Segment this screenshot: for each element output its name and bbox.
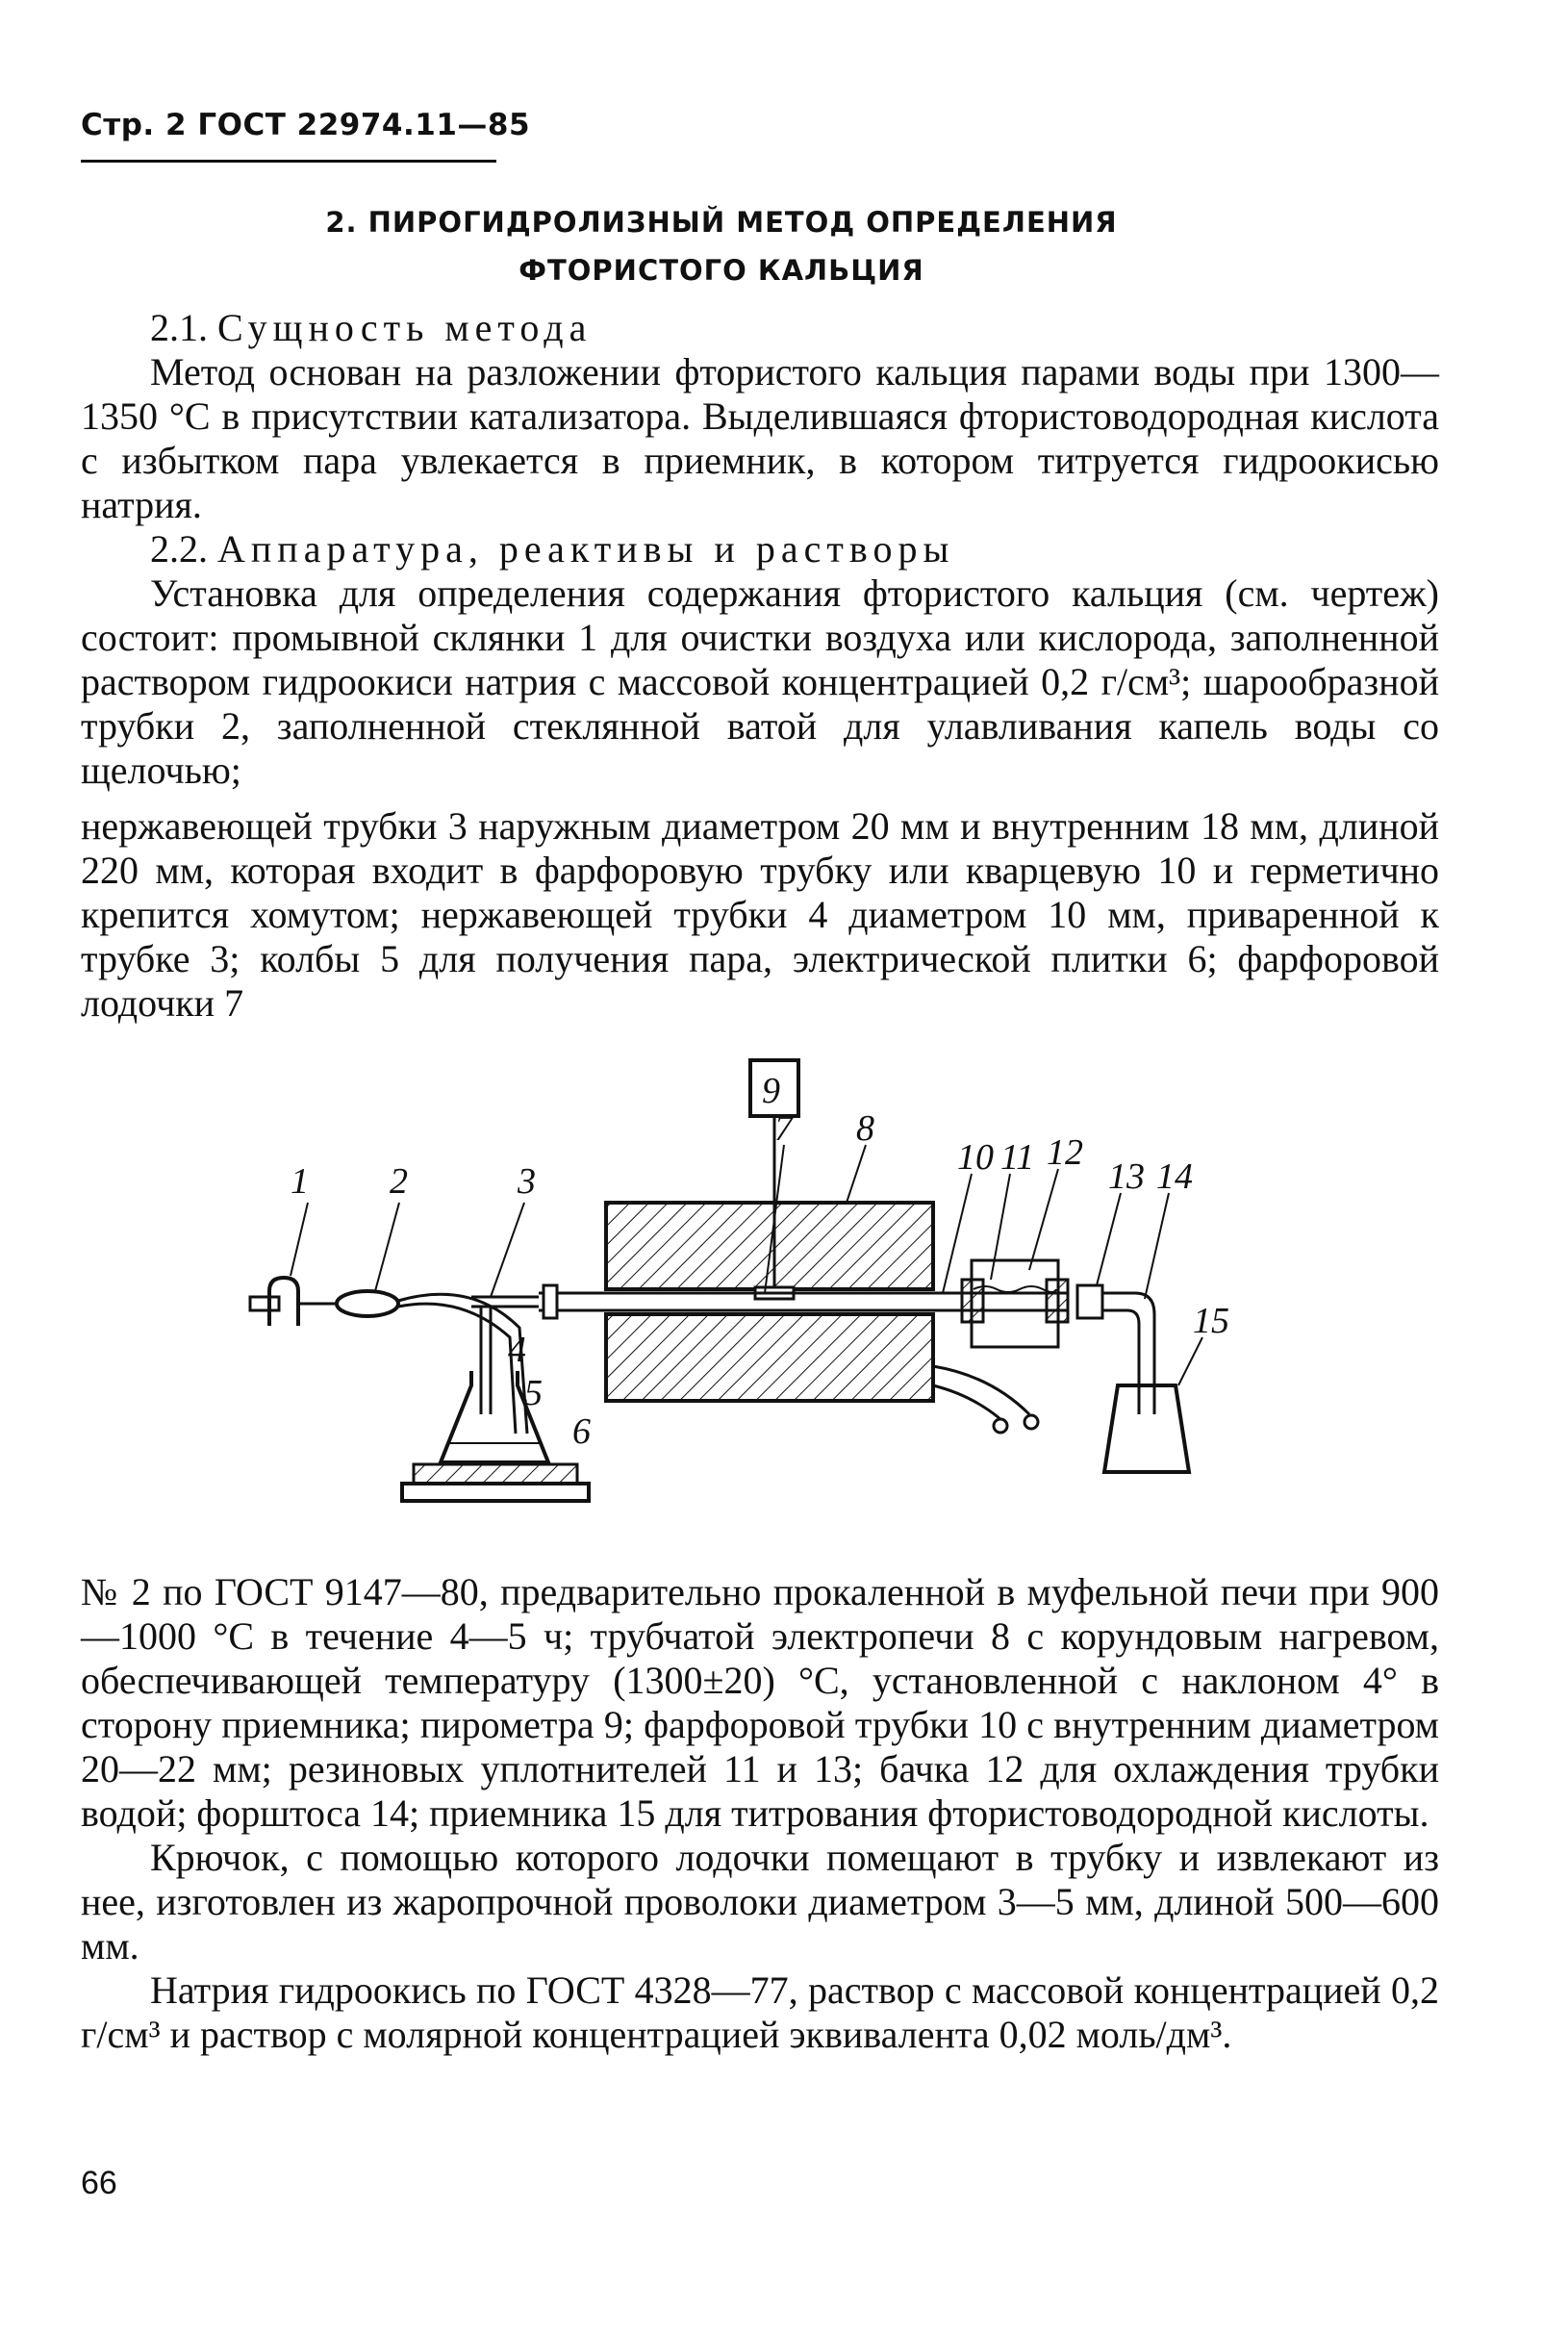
clamp: [544, 1285, 557, 1318]
label-3: 3: [518, 1161, 536, 1202]
paragraph-2-2-hook: Крючок, с помощью которого лодочки помещают в трубку и извлекают из нее, изготовлен из жаропрочной проволоки диаметром 3—5 мм, длиной 500—600 мм.: [81, 1836, 1439, 1968]
heading-2-2-number: 2.2.: [150, 527, 208, 571]
furnace-lower: [606, 1314, 933, 1401]
elbow-inner: [1102, 1310, 1139, 1414]
paragraph-2-2-tubes: нержавеющей трубки 3 наружным диаметром 20 мм и внутренним 18 мм, длиной 220 мм, которая входит в фарфоровую трубку или кварцевую 10 и герметично крепится хомутом; нержавеющей трубки 4 диаметром 10 мм, приваренной к трубке 3; колбы 5 для получения пара, электрической плитки 6; фарфоровой лодочки 7: [81, 804, 1439, 1025]
label-2: 2: [390, 1161, 408, 1202]
label-11: 11: [1000, 1137, 1035, 1178]
label-14: 14: [1156, 1156, 1193, 1197]
furnace-upper: [606, 1203, 933, 1289]
paragraph-2-2-boat: № 2 по ГОСТ 9147—80, предварительно прокаленной в муфельной печи при 900—1000 °С в течение 4—5 ч; трубчатой электропечи 8 с корундовым нагревом, обеспечивающей температуру (1300±20) °С, установленной с наклоном 4° в сторону приемника; пирометра 9; фарфоровой трубки 10 с внутренним диаметром 20—22 мм; резиновых уплотнителей 11 и 13; бачка 12 для охлаждения трубки водой; форштоса 14; приемника 15 для титрования фтористоводородной кислоты.: [81, 1570, 1439, 1835]
section-title: [240, 198, 1202, 294]
heading-2-1-number: 2.1.: [150, 306, 208, 349]
paragraph-2-2-naoh: Натрия гидроокись по ГОСТ 4328—77, раствор с массовой концентрацией 0,2 г/см³ и раствор с молярной концентрацией эквивалента 0,02 моль/дм³.: [81, 1968, 1439, 2056]
running-head: Стр. 2 ГОСТ 22974.11—85: [81, 108, 531, 142]
section-2-2-cont: [81, 804, 1439, 1026]
label-10: 10: [957, 1137, 994, 1178]
seal-11: [962, 1280, 983, 1322]
seal-11b: [1047, 1280, 1068, 1322]
section-2-1: [81, 306, 1439, 793]
label-7: 7: [774, 1108, 793, 1149]
label-12: 12: [1047, 1132, 1083, 1173]
section-2-2-after-figure: [81, 1570, 1439, 2057]
wash-bottle: [269, 1278, 298, 1326]
paragraph-2-1: Метод основан на разложении фтористого кальция парами воды при 1300—1350 °С в присутствии катализатора. Выделившаяся фтористоводородная кислота с избытком пара увлекается в приемник, в котором титруется гидроокисью натрия.: [81, 350, 1439, 526]
page-number: 66: [81, 2165, 117, 2201]
label-8: 8: [856, 1108, 874, 1149]
label-5: 5: [524, 1373, 543, 1413]
label-1: 1: [291, 1161, 309, 1202]
bulb-tube: [337, 1291, 398, 1316]
hotplate-6: [414, 1464, 577, 1484]
heading-2-2-text: Аппаратура, реактивы и растворы: [217, 527, 955, 571]
label-9: 9: [762, 1071, 780, 1111]
heading-2-1-text: Сущность метода: [217, 306, 593, 349]
wire-b: [933, 1385, 1000, 1419]
label-15: 15: [1193, 1301, 1229, 1341]
heading-2-1: [81, 306, 1439, 350]
apparatus-figure: [231, 1049, 1308, 1530]
apparatus-drawing: [231, 1049, 1308, 1530]
heading-2-2: [81, 527, 1439, 571]
paragraph-2-2-apparatus: Установка для определения содержания фтористого кальция (см. чертеж) состоит: промывной склянки 1 для очистки воздуха или кислорода, заполненной раствором гидроокиси натрия с массовой концентрацией 0,2 г/см³; шарообразной трубки 2, заполненной стеклянной ватой для улавливания капель воды со щелочью;: [81, 571, 1439, 792]
label-4: 4: [508, 1330, 526, 1370]
section-title-line2: ФТОРИСТОГО КАЛЬЦИЯ: [518, 254, 924, 287]
section-title-line1: 2. ПИРОГИДРОЛИЗНЫЙ МЕТОД ОПРЕДЕЛЕНИЯ: [325, 206, 1118, 239]
label-13: 13: [1108, 1156, 1145, 1197]
receiver-15: [1104, 1385, 1189, 1472]
header-rule: [81, 160, 496, 163]
label-6: 6: [572, 1411, 591, 1452]
seal-13: [1077, 1285, 1102, 1318]
